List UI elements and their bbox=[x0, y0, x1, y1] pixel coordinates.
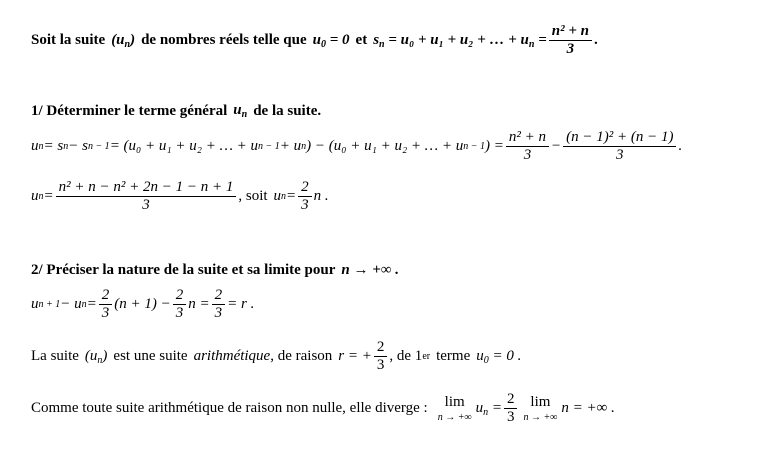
q1-result-line: u n = $\frac{\text{n² + n − n² + 2n − 1 − n + 1}}{3}$ , soit u n = $\frac{2}{3}$ n . bbox=[31, 179, 329, 213]
intro-cond: $u_0 = 0$ bbox=[312, 31, 350, 50]
q2-ratio-fraction: $\frac{2}{3}$ bbox=[374, 340, 388, 373]
q2-conclusion-line: Comme toute suite arithmétique de raison non nulle, elle diverge : lim n → +∞ $u_n$ = $\frac{2}{3}$ lim n → +∞ n = +∞ . bbox=[31, 391, 615, 425]
intro-and: et bbox=[355, 32, 368, 48]
q2-limit-1: lim n → +∞ bbox=[437, 393, 472, 423]
q2-fraction-2: $\frac{2}{3}$ bbox=[173, 288, 187, 321]
intro-line bbox=[31, 24, 598, 57]
intro-seq: $(u_n)$ bbox=[111, 31, 136, 50]
q2-fraction-3: $\frac{2}{3}$ bbox=[212, 288, 226, 321]
q1-derivation-line: u n = s n − s n − 1 = (u₀ + u₁ + u₂ + … + u n − 1 + u n ) − (u₀ + u₁ + u₂ + … + u n − 1 ) = $\frac{\text{n² + n}}{3}$ − $\frac{\text{(n − 1)² + (n − 1)}}{3}$ . bbox=[31, 129, 683, 163]
q1-title: 1/ Déterminer le terme général $u_n$ de la suite. bbox=[31, 102, 322, 120]
intro-fraction: $\frac{\text{n² + n}}{3}$ bbox=[549, 24, 592, 57]
q1-result-fraction: $\frac{2}{3}$ bbox=[298, 180, 312, 213]
q2-title: 2/ Préciser la nature de la suite et sa limite pour n → +∞ . bbox=[31, 262, 399, 278]
q1-fraction-3: $\frac{\text{n² + n − n² + 2n − 1 − n + 1}}{3}$ bbox=[56, 180, 237, 213]
q2-limit-2: lim n → +∞ bbox=[523, 393, 558, 423]
intro-text-2: de nombres réels telle que bbox=[141, 32, 307, 48]
q2-limit-fraction: $\frac{2}{3}$ bbox=[504, 392, 518, 425]
q1-fraction-2: $\frac{\text{(n − 1)² + (n − 1)}}{3}$ bbox=[563, 130, 676, 163]
intro-period: . bbox=[594, 32, 598, 48]
intro-sum: $s_n = u_0 + u_1 + u_2$ + … + $u_n$ = bbox=[373, 31, 547, 50]
intro-text-1: Soit la suite bbox=[31, 32, 106, 48]
q1-title-var: $u_n$ bbox=[233, 102, 248, 120]
q2-nature-line: La suite $(u_n)$ est une suite arithmétique , de raison r = + $\frac{2}{3}$ , de 1 er terme $u_0 = 0$ . bbox=[31, 339, 522, 373]
q2-fraction-1: $\frac{2}{3}$ bbox=[99, 288, 113, 321]
q2-difference-line: u n + 1 − u n = $\frac{2}{3}$ (n + 1) − $\frac{2}{3}$ n = $\frac{2}{3}$ = r . bbox=[31, 287, 255, 321]
q1-fraction-1: $\frac{\text{n² + n}}{3}$ bbox=[506, 130, 549, 163]
